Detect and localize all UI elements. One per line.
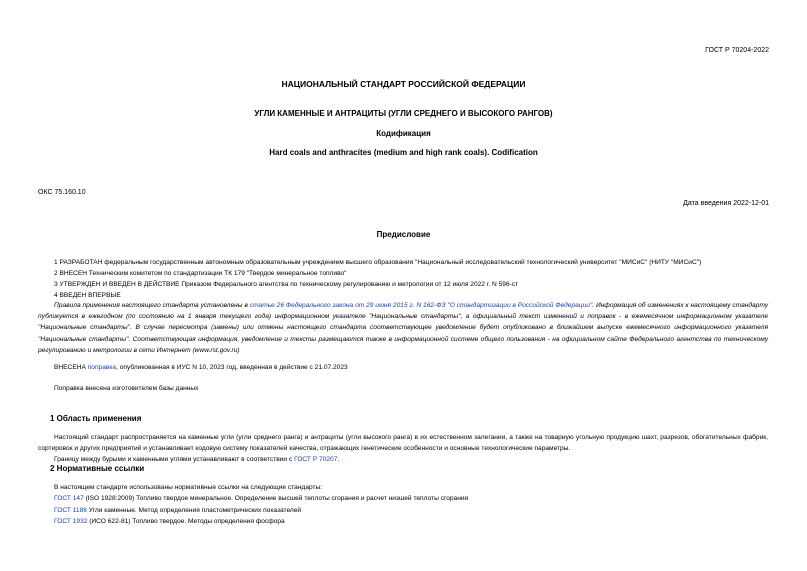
reference-text: Угли каменные. Метод определения пластометрических показателей xyxy=(86,507,302,514)
rules-text-start: Правила применения настоящего стандарта установлены в xyxy=(54,302,250,309)
preface-item-4: 4 ВВЕДЕН ВПЕРВЫЕ xyxy=(54,292,121,299)
section-2-heading: 2 Нормативные ссылки xyxy=(50,464,145,473)
preface-heading: Предисловие xyxy=(376,230,431,239)
reference-item xyxy=(54,518,285,525)
border-suffix: . xyxy=(337,456,340,463)
reference-item xyxy=(54,507,301,514)
federal-law-link[interactable]: статье 26 Федерального закона от 29 июня 2015 г. N 162-ФЗ "О стандартизации в Российской Федерации" xyxy=(249,302,593,309)
reference-text: (ИСО 622-81) Топливо твердое. Методы определения фосфора xyxy=(87,518,285,525)
amendment-prefix: ВНЕСЕНА xyxy=(54,364,88,371)
introduction-date: Дата введения 2022-12-01 xyxy=(683,200,769,207)
standard-title: НАЦИОНАЛЬНЫЙ СТАНДАРТ РОССИЙСКОЙ ФЕДЕРАЦИИ xyxy=(281,79,526,89)
codification-title: Кодификация xyxy=(376,129,431,138)
preface-item-3: 3 УТВЕРЖДЕН И ВВЕДЕН В ДЕЙСТВИЕ Приказом Федерального агентства по техническому регулированию и метрологии от 12 июля 2022 г. N 596-ст xyxy=(54,281,519,288)
reference-text: (ISO 1928:2009) Топливо твердое минеральное. Определение высшей теплоты сгорания и расчет низшей теплоты сгорания xyxy=(83,495,469,502)
amendment-line xyxy=(54,364,348,371)
section-1-text: Настоящий стандарт распространяется на каменные угли (угли среднего ранга) и антрациты (угли высокого ранга) в их естественном залегании, а также на товарную угольную продукцию шахт, разрезов, обогатительных фабрик, сортировок и других предприятий и устанавливает кодовую систему показателей качества, отражающих генетические особенности и основные технологические параметры. xyxy=(38,434,768,453)
border-text: Границу между бурыми и каменными углями устанавливают в соответствии с xyxy=(54,456,295,463)
gost-r-70207-link[interactable]: ГОСТ Р 70207 xyxy=(294,456,338,463)
section-1-border-line xyxy=(54,456,339,463)
amendment-note: Поправка внесена изготовителем базы данных xyxy=(54,385,199,392)
preface-item-1: 1 РАЗРАБОТАН федеральным государственным автономным образовательным учреждением высшего образования "Национальный исследовательский технологический университет "МИСиС" (НИТУ "МИСиС") xyxy=(54,259,702,266)
amendment-suffix: , опубликованная в ИУС N 10, 2023 год, введенная в действие с 21.07.2023 xyxy=(116,364,348,371)
section-1-heading: 1 Область применения xyxy=(50,414,142,423)
references-intro: В настоящем стандарте использованы нормативные ссылки на следующие стандарты: xyxy=(54,484,323,491)
preface-item-2: 2 ВНЕСЕН Техническим комитетом по стандартизации ТК 179 "Твердое минеральное топливо" xyxy=(54,270,347,277)
document-code: ГОСТ Р 70204-2022 xyxy=(705,47,769,54)
gost-147-link[interactable]: ГОСТ 147 xyxy=(54,495,84,502)
amendment-link[interactable]: поправка xyxy=(87,364,117,371)
english-title: Hard coals and anthracites (medium and high rank coals). Codification xyxy=(269,148,538,157)
gost-1932-link[interactable]: ГОСТ 1932 xyxy=(54,518,88,525)
oks-code: ОКС 75.160.10 xyxy=(38,189,86,196)
subject-title: УГЛИ КАМЕННЫЕ И АНТРАЦИТЫ (УГЛИ СРЕДНЕГО И ВЫСОКОГО РАНГОВ) xyxy=(254,109,553,118)
rules-text-end: . Информация об изменениях к настоящему стандарту публикуется в ежегодном (по состоянию на 1 января текущего года) информационном указателе "Национальные стандарты", а официальный текст изменений и поправок - в ежемесячном информационном указателе "Национальные стандарты". В случае пересмотра (замены) или отмены настоящего стандарта соответствующее уведомление будет опубликовано в ближайшем выпуске ежемесячного информационного указателя "Национальные стандарты". Соответствующая информация, уведомление и тексты размещаются также в информационной системе общего пользования - на официальном сайте Федерального агентства по техническому регулированию и метрологии в сети Интернет (www.rst.gov.ru) xyxy=(38,302,768,354)
gost-1186-link[interactable]: ГОСТ 1186 xyxy=(54,507,87,514)
application-rules-paragraph xyxy=(38,300,768,356)
reference-item xyxy=(54,495,468,502)
